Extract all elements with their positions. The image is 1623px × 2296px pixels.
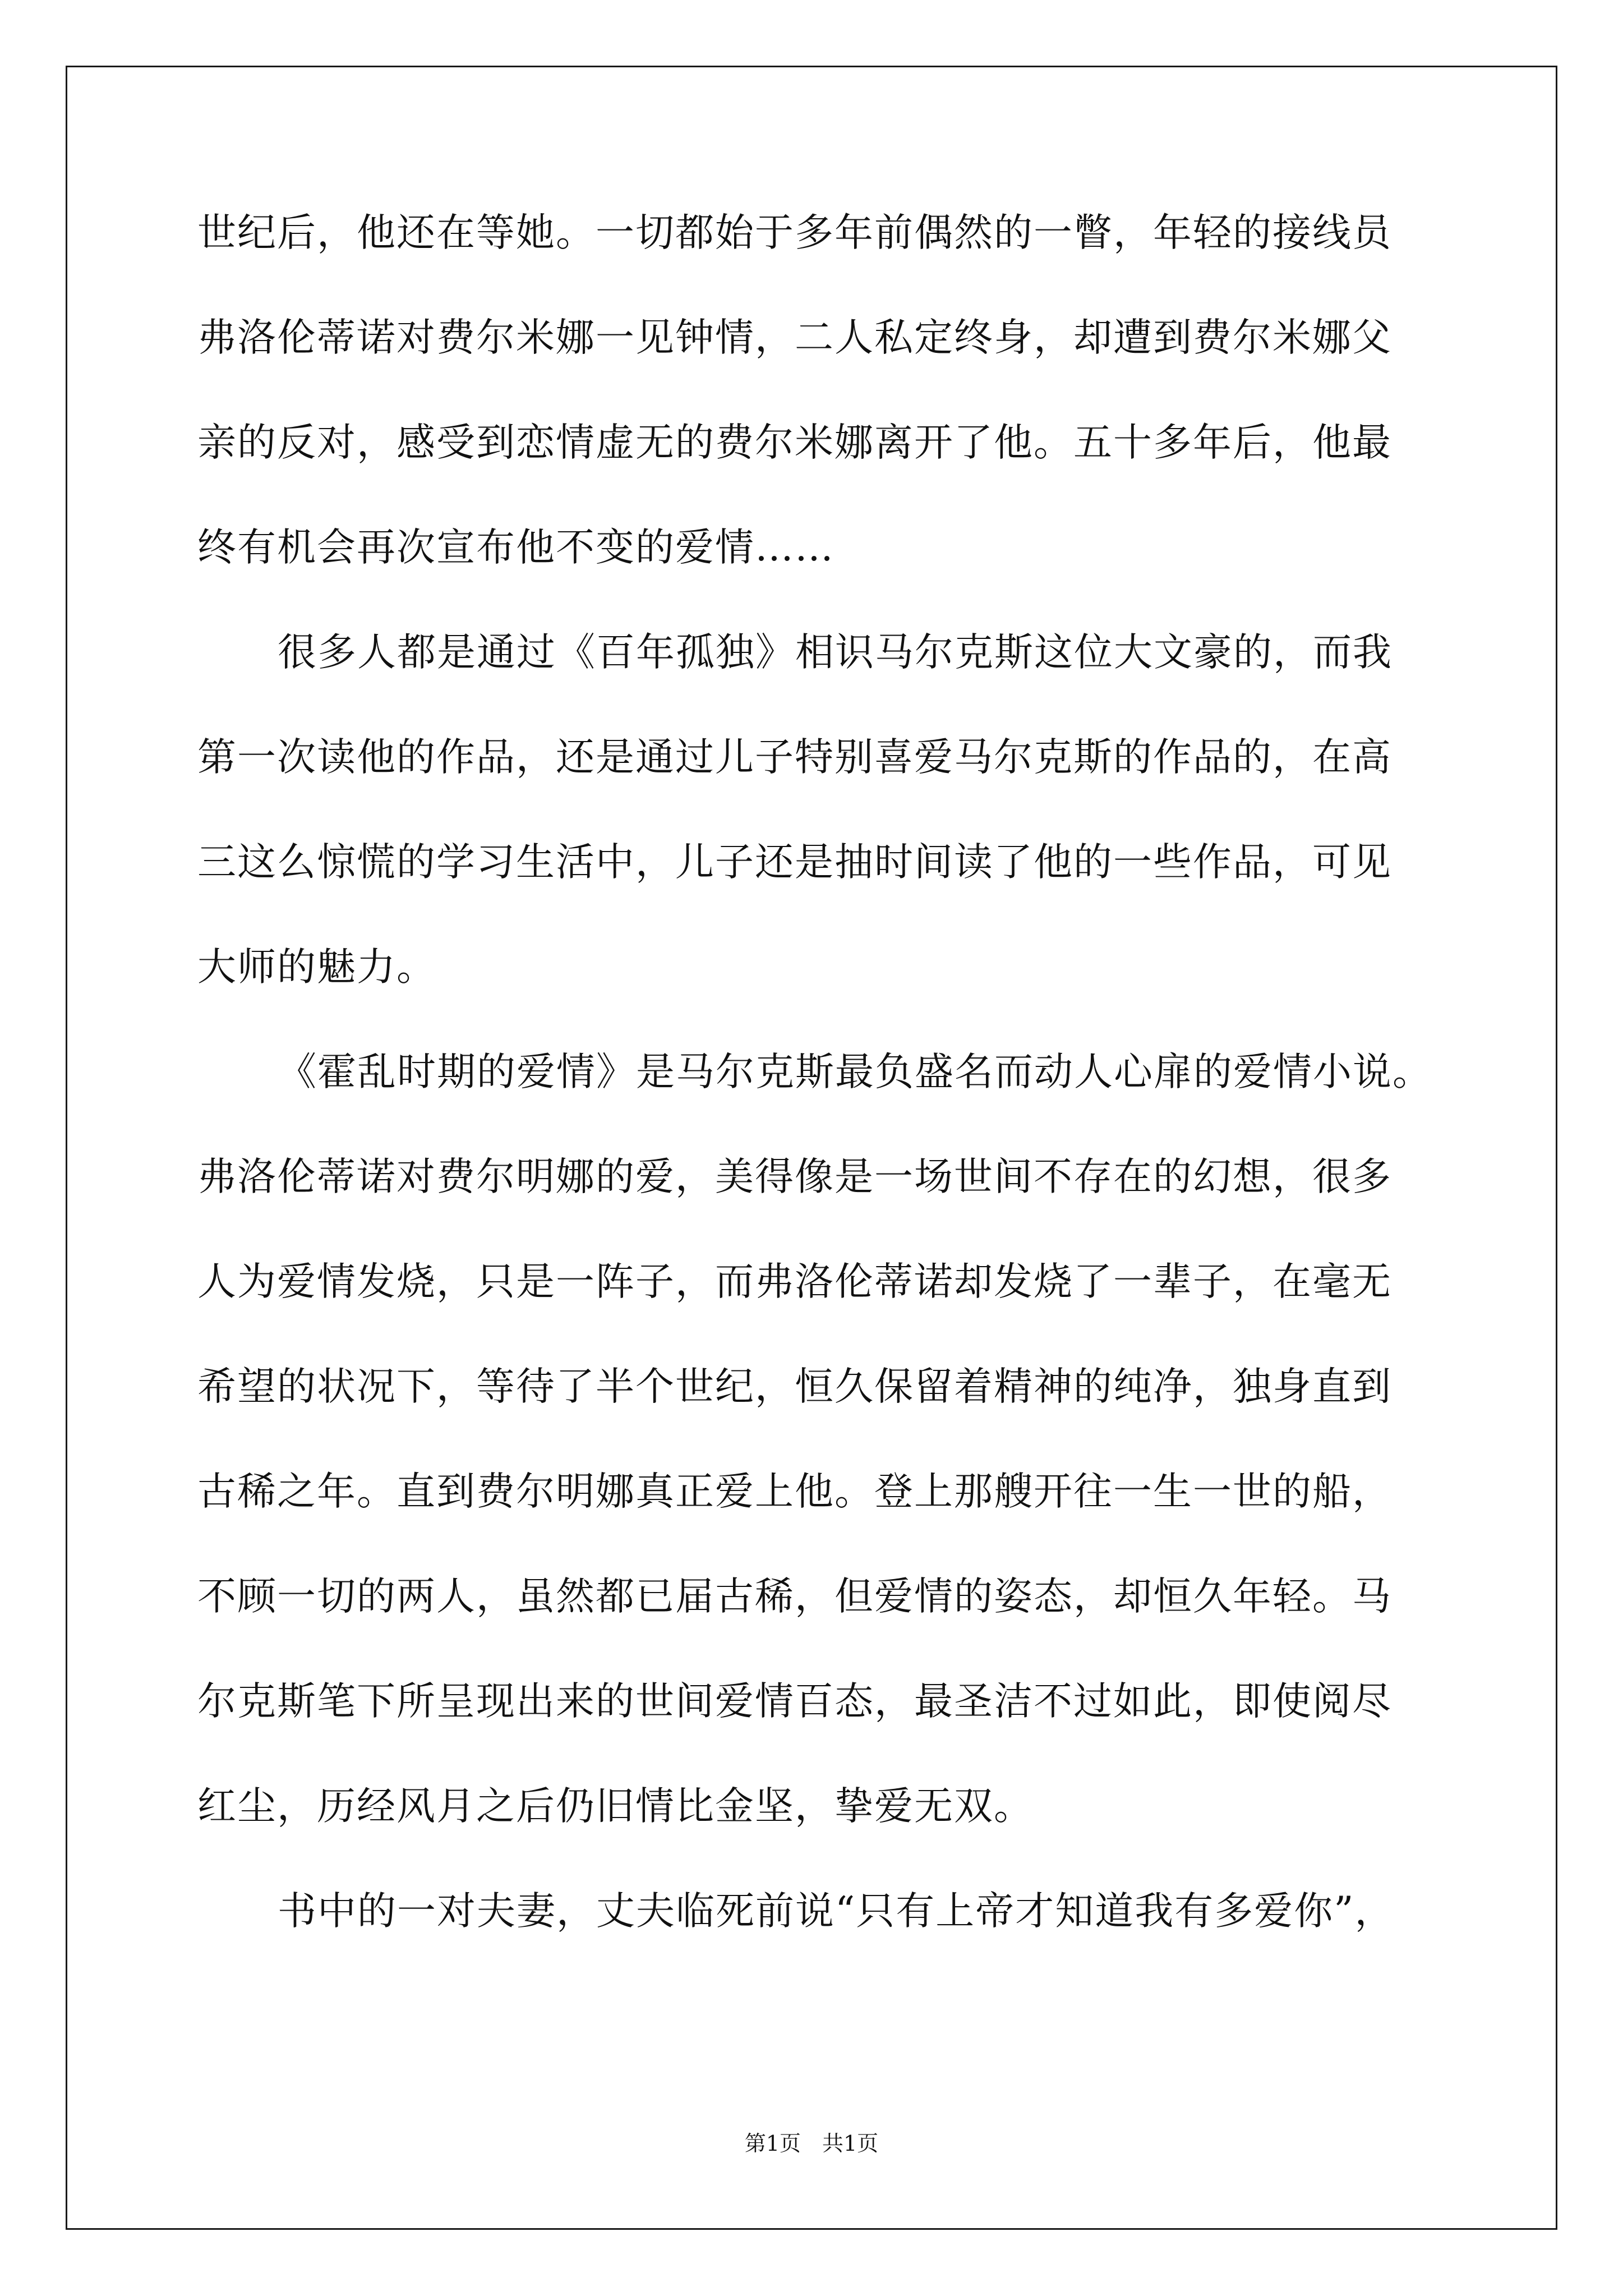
- text-line: 古稀之年。直到费尔明娜真正爱上他。登上那艘开往一生一世的船，: [197, 1469, 1392, 1514]
- text-line: 三这么惊慌的学习生活中，儿子还是抽时间读了他的一些作品，可见: [197, 840, 1392, 885]
- text-line: 人为爱情发烧，只是一阵子，而弗洛伦蒂诺却发烧了一辈子，在毫无: [197, 1259, 1392, 1304]
- text-line: 书中的一对夫妻，丈夫临死前说“只有上帝才知道我有多爱你”，: [278, 1889, 1395, 1934]
- page-footer: 第1页 共1页: [744, 2131, 879, 2156]
- text-line: 亲的反对，感受到恋情虚无的费尔米娜离开了他。五十多年后，他最: [197, 420, 1392, 465]
- text-line: 很多人都是通过《百年孤独》相识马尔克斯这位大文豪的，而我: [278, 630, 1393, 675]
- text-line: 希望的状况下，等待了半个世纪，恒久保留着精神的纯净，独身直到: [197, 1364, 1392, 1409]
- text-line: 尔克斯笔下所呈现出来的世间爱情百态，最圣洁不过如此，即使阅尽: [197, 1679, 1392, 1724]
- text-line: 终有机会再次宣布他不变的爱情……: [197, 525, 834, 570]
- text-line: 红尘，历经风月之后仍旧情比金坚，挚爱无双。: [197, 1784, 1034, 1829]
- text-line: 世纪后，他还在等她。一切都始于多年前偶然的一瞥，年轻的接线员: [197, 210, 1392, 255]
- text-line: 第一次读他的作品，还是通过儿子特别喜爱马尔克斯的作品的，在高: [197, 735, 1392, 780]
- text-line: 弗洛伦蒂诺对费尔明娜的爱，美得像是一场世间不存在的幻想，很多: [197, 1154, 1392, 1199]
- text-line: 《霍乱时期的爱情》是马尔克斯最负盛名而动人心扉的爱情小说。: [278, 1050, 1432, 1094]
- text-line: 弗洛伦蒂诺对费尔米娜一见钟情，二人私定终身，却遭到费尔米娜父: [197, 315, 1392, 360]
- text-line: 不顾一切的两人，虽然都已届古稀，但爱情的姿态，却恒久年轻。马: [197, 1574, 1392, 1619]
- text-line: 大师的魅力。: [197, 945, 436, 990]
